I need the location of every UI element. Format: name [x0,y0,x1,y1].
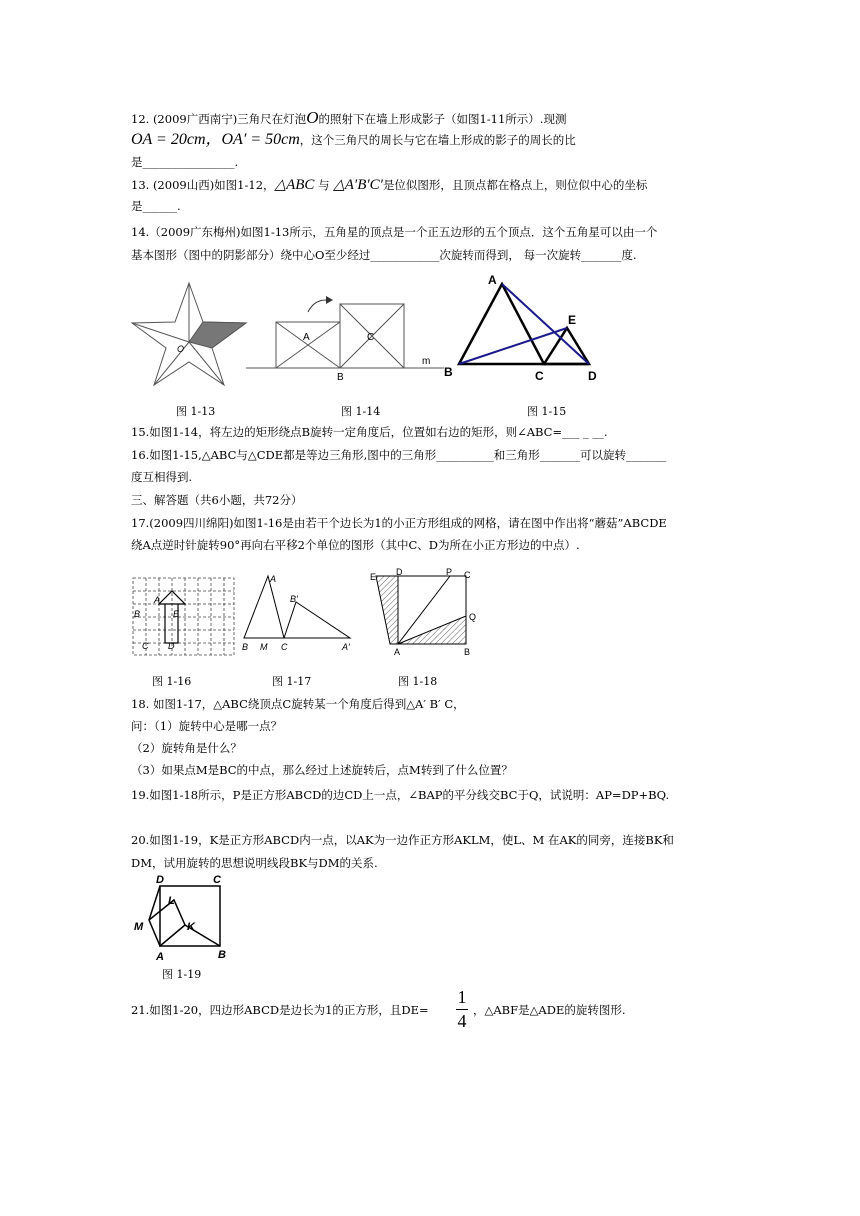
tri-label-d: D [588,369,597,383]
figure-1-13-star [130,280,248,388]
figure-1-18-square [360,566,484,658]
caption-1-13: 图 1-13 [176,405,216,418]
q12-point-o: O [306,108,319,127]
f18-label-a: A [394,647,401,657]
caption-1-14: 图 1-14 [341,405,381,418]
q20-line2: DM，试用旋转的思想说明线段BK与DM的关系. [131,856,378,870]
star-center-label: O [177,344,185,354]
f17-label-b: B [242,642,249,652]
f18-label-b: B [464,647,471,657]
grid-label-b: B [134,609,141,619]
q13-line2: 是______. [131,199,181,213]
f19-label-d: D [156,874,164,886]
caption-1-15: 图 1-15 [527,405,567,418]
grid-label-e: E [173,609,180,619]
q13-triangle-2: △A′B′C′ [333,177,383,193]
q20-line1: 20.如图1-19，K是正方形ABCD内一点，以AK为一边作正方形AKLM，使L、M 在AK的同旁，连接BK和 [131,833,674,847]
caption-1-18: 图 1-18 [398,675,438,688]
f19-label-b: B [218,949,226,961]
rect-label-b: B [337,372,344,383]
f17-label-b-prime: B′ [290,594,298,604]
f19-label-a: A [156,951,164,962]
grid-label-d: D [168,641,175,651]
q16-line1: 16.如图1-15,△ABC与△CDE都是等边三角形,图中的三角形__________和三角形_______可以旋转_______ [131,448,667,462]
grid-label-a: A [154,595,161,605]
tri-label-b: B [444,365,453,379]
q18-line2: 问：（1）旋转中心是哪一点？ [131,719,283,733]
q12-lengths: OA = 20cm，OA′ = 50cm [131,131,300,148]
f18-label-q: Q [469,612,477,622]
tri-label-e: E [568,313,577,327]
f17-label-a-prime: A′ [342,642,350,652]
q13-and: 与 [314,178,334,192]
f17-label-m: M [260,642,268,652]
rect-label-a: A [303,332,310,343]
section-3-heading: 三、解答题（共6小题，共72分） [131,493,303,507]
caption-1-17: 图 1-17 [272,675,312,688]
q12-line3: 是________________. [131,155,239,169]
q13-text-a: 13. (2009山西)如图1-12， [131,178,275,192]
f18-label-c: C [464,570,471,580]
grid-label-c: C [142,641,149,651]
f17-label-a: A [270,574,277,584]
q19-text: 19.如图1-18所示，P是正方形ABCD的边CD上一点，∠BAP的平分线交BC于Q，试说明：AP=DP+BQ. [131,788,670,802]
q21-denominator: 4 [457,1011,467,1031]
f18-label-e: E [370,572,377,582]
q12-text-b: 的照射下在墙上形成影子（如图1-11所示）.现测 [318,112,567,126]
f19-label-l: L [168,895,175,907]
q12-text-a: 12. (2009广西南宁)三角尺在灯泡 [131,112,307,126]
q13-triangle-1: △ABC [274,177,315,193]
figure-1-19-squares [130,870,234,962]
q21-fraction-bar [456,1009,468,1010]
figure-1-17-triangles [238,570,358,654]
q15-text: 15.如图1-14，将左边的矩形绕点B旋转一定角度后，位置如右边的矩形，则∠ABC=___ _ __. [131,425,608,439]
q21-numerator: 1 [457,987,467,1007]
q18-line1: 18. 如图1-17，△ABC绕顶点C旋转某一个角度后得到△A′ B′ C， [131,697,465,711]
q17-line1: 17.(2009四川绵阳)如图1-16是由若干个边长为1的小正方形组成的网格，请在图中作出将“蘑菇”ABCDE [131,516,667,530]
rect-label-c: C [367,332,375,343]
q21-text-b: ，△ABF是△ADE的旋转图形. [473,1003,626,1017]
f18-label-p: P [446,567,453,577]
q14-line1: 14.（2009广东梅州)如图1-13所示，五角星的顶点是一个正五边形的五个顶点．这个五角星可以由一个 [131,225,658,239]
caption-1-19: 图 1-19 [162,968,202,981]
f19-label-c: C [213,874,221,886]
caption-1-16: 图 1-16 [152,675,192,688]
q17-line2: 绕A点逆时针旋转90°再向右平移2个单位的图形（其中C、D为所在小正方形边的中点）. [131,538,580,552]
f17-label-c: C [281,642,288,652]
figure-1-16-grid [132,577,236,657]
f18-label-d: D [396,567,403,577]
q18-line4: （3）如果点M是BC的中点，那么经过上述旋转后，点M转到了什么位置？ [131,763,513,777]
rect-label-m: m [422,356,431,367]
q18-line3: （2）旋转角是什么？ [131,741,242,755]
q14-line2: 基本图形（图中的阴影部分）绕中心O至少经过____________次旋转而得到， 每一次旋转_______度. [131,248,637,262]
tri-label-a: A [488,273,497,287]
f19-label-k: K [187,921,195,933]
q21-text-a: 21.如图1-20，四边形ABCD是边长为1的正方形，且DE= [131,1003,429,1017]
q12-line2 [131,133,576,147]
figure-1-14-rectangles [246,294,446,384]
tri-label-c: C [535,369,544,383]
q21-fraction [455,987,469,1032]
q16-line2: 度互相得到. [131,470,193,484]
q12-text-c: ，这个三角尺的周长与它在墙上形成的影子的周长的比 [299,133,576,147]
q12-line1 [131,108,567,127]
q13-text-b: 是位似图形，且顶点都在格点上，则位似中心的坐标 [382,178,648,192]
figure-1-15-triangles [444,272,606,384]
q13-line1 [131,178,647,192]
f19-label-m: M [134,921,144,933]
